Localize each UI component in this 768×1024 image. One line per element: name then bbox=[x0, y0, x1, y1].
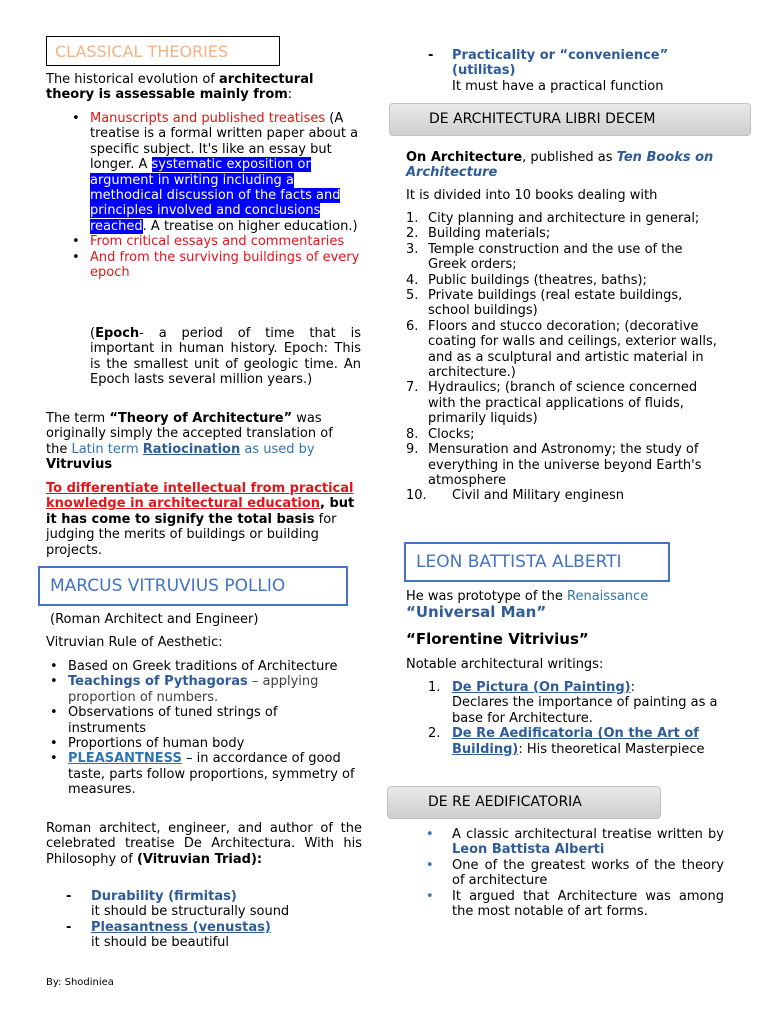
universal-man: “Universal Man” bbox=[406, 603, 547, 622]
item-text: Private buildings (real estate buildings, school buildings) bbox=[428, 288, 683, 319]
differentiate-red: To differentiate intellectual from practical knowledge in architectural education bbox=[46, 481, 354, 512]
greek-traditions: Based on Greek traditions of Architecture bbox=[68, 659, 338, 674]
theory-term-paragraph bbox=[46, 411, 346, 473]
epoch-definition bbox=[90, 326, 361, 388]
triad-list bbox=[46, 889, 362, 951]
item-text: Floors and stucco decoration; (decorative coating for walls and ceilings, exterior walls, and as a sculptural and artistic material in architecture.) bbox=[428, 318, 717, 381]
de-re-aedificatoria-desc: : His theoretical Masterpiece bbox=[518, 741, 705, 757]
libri-decem-header bbox=[389, 103, 751, 136]
practicality-desc: It must have a practical function bbox=[452, 78, 664, 94]
item-number: 1. bbox=[428, 680, 441, 695]
list-item bbox=[406, 273, 724, 288]
de-pictura-desc: Declares the importance of painting as a base for Architecture. bbox=[452, 695, 718, 726]
list-item bbox=[406, 226, 724, 241]
list-item bbox=[68, 111, 363, 234]
item-text: Mensuration and Astronomy; the study of everything in the universe beyond Earth's atmosphere bbox=[428, 442, 702, 488]
dash-marker: - bbox=[428, 48, 434, 63]
epoch-term: Epoch bbox=[95, 326, 140, 341]
practicality-label: Practicality or “convenience” (utilitas) bbox=[452, 48, 669, 79]
prototype-paragraph bbox=[406, 589, 724, 621]
highlighted-text: systematic exposition or argument in writing including a methodical discussion of the facts and principles involved and conclusions reached bbox=[90, 157, 341, 234]
aedif-text-3: It argued that Architecture was among the most notable of art forms. bbox=[452, 888, 724, 920]
pythagoras-label: Teachings of Pythagoras bbox=[68, 674, 248, 690]
aedificatoria-list bbox=[406, 827, 724, 919]
item-number: 8. bbox=[406, 426, 419, 442]
list-item bbox=[406, 288, 724, 319]
list-item bbox=[68, 250, 363, 281]
leon-title-box bbox=[404, 542, 670, 582]
books-list bbox=[406, 211, 724, 504]
list-item bbox=[46, 751, 356, 797]
roman-text: Roman architect, engineer, and author of the celebrated treatise De Architectura. With his Philosophy of bbox=[46, 821, 362, 867]
item-text: Temple construction and the use of the Greek orders; bbox=[428, 241, 683, 273]
epoch-paren: ( bbox=[90, 326, 96, 341]
dash-marker: - bbox=[66, 919, 72, 935]
list-item bbox=[46, 736, 356, 751]
item-number: 5. bbox=[406, 288, 419, 304]
ten-books-title: Ten Books on Architecture bbox=[406, 150, 714, 181]
colon: : bbox=[630, 680, 636, 695]
florentine-vitrivius: “Florentine Vitrivius” bbox=[406, 630, 589, 648]
marcus-title: MARCUS VITRUVIUS POLLIO bbox=[50, 576, 286, 596]
published-as: , published as bbox=[522, 150, 617, 165]
de-re-aedificatoria-link[interactable]: De Re Aedificatoria (On the Art of Building) bbox=[452, 726, 699, 757]
prototype-text: He was prototype of the bbox=[406, 589, 568, 604]
renaissance-label: Renaissance bbox=[567, 589, 649, 604]
intro-text: The historical evolution of bbox=[46, 72, 219, 87]
marcus-title-box bbox=[38, 566, 348, 606]
item-text: Civil and Military enginesn bbox=[452, 488, 624, 504]
latin-term: Latin term bbox=[71, 441, 139, 457]
writings-list bbox=[428, 680, 724, 757]
pleasantness-venustas: Pleasantness (venustas) bbox=[91, 919, 271, 935]
differentiate-bold: , but it has come to signify the total basis bbox=[46, 496, 355, 527]
term-mid: was originally simply the accepted translation of the bbox=[46, 411, 333, 457]
list-item bbox=[428, 726, 724, 757]
list-item bbox=[46, 659, 356, 674]
list-item bbox=[406, 211, 724, 226]
list-item bbox=[406, 889, 724, 920]
manuscripts-text: (A treatise is a formal written paper about a specific subject. It's like an essay but longer. A bbox=[90, 111, 359, 173]
on-architecture-bold: On Architecture bbox=[406, 150, 523, 165]
de-pictura-link[interactable]: De Pictura (On Painting) bbox=[452, 680, 631, 695]
list-item bbox=[406, 858, 724, 889]
author-footer: By: Shodiniea bbox=[46, 977, 114, 988]
list-item bbox=[406, 242, 724, 273]
tuned-strings: Observations of tuned strings of instruments bbox=[68, 705, 278, 736]
list-item bbox=[46, 889, 362, 920]
item-text: Clocks; bbox=[428, 426, 475, 442]
aedificatoria-header bbox=[387, 786, 661, 819]
list-item bbox=[406, 427, 724, 442]
list-item bbox=[428, 680, 724, 726]
item-number: 2. bbox=[428, 726, 441, 742]
list-item bbox=[68, 234, 363, 249]
differentiate-plain: for judging the merits of buildings or building projects. bbox=[46, 511, 337, 558]
list-item bbox=[406, 380, 724, 426]
critical-essays-label: From critical essays and commentaries bbox=[90, 234, 345, 250]
dash-marker: - bbox=[66, 889, 72, 904]
pythagoras-text: – applying proportion of numbers. bbox=[68, 674, 319, 705]
list-item bbox=[46, 920, 362, 951]
item-number: 6. bbox=[406, 318, 419, 334]
vitruvius-name: Vitruvius bbox=[46, 457, 113, 473]
manuscripts-end: . A treatise on higher education.) bbox=[142, 218, 358, 234]
term-pre: The term bbox=[46, 411, 110, 426]
pleasantness-desc: it should be beautiful bbox=[91, 935, 230, 951]
item-text: City planning and architecture in general; bbox=[428, 211, 700, 226]
intro-bold: architectural theory is assessable mainly from bbox=[46, 72, 314, 103]
term-bold: “Theory of Architecture” bbox=[109, 411, 293, 426]
leon-title: LEON BATTISTA ALBERTI bbox=[416, 552, 622, 572]
used-by: as used by bbox=[240, 441, 315, 457]
item-number: 4. bbox=[406, 272, 419, 288]
item-number: 10. bbox=[406, 488, 427, 504]
rule-heading: Vitruvian Rule of Aesthetic: bbox=[46, 635, 223, 650]
marcus-subtitle: (Roman Architect and Engineer) bbox=[50, 612, 259, 627]
pleasantness-link[interactable]: PLEASANTNESS bbox=[68, 751, 182, 767]
list-item bbox=[406, 48, 724, 94]
pleasantness-text: – in accordance of good taste, parts follow proportions, symmetry of measures. bbox=[68, 751, 355, 798]
item-number: 1. bbox=[406, 211, 419, 226]
item-number: 3. bbox=[406, 241, 419, 257]
roman-architect-paragraph bbox=[46, 821, 362, 867]
durability-desc: it should be structurally sound bbox=[91, 904, 290, 920]
item-text: Hydraulics; (branch of science concerned with the practical applications of fluids, primarily liquids) bbox=[428, 380, 698, 427]
list-item bbox=[46, 674, 356, 705]
on-architecture-paragraph bbox=[406, 150, 724, 181]
differentiate-paragraph bbox=[46, 481, 362, 558]
list-item bbox=[406, 488, 724, 503]
list-item bbox=[406, 827, 724, 858]
item-text: Public buildings (theatres, baths); bbox=[428, 272, 647, 288]
human-body: Proportions of human body bbox=[68, 736, 245, 752]
rules-list bbox=[46, 659, 356, 798]
classical-theories-title: CLASSICAL THEORIES bbox=[55, 42, 229, 61]
notable-writings-label: Notable architectural writings: bbox=[406, 657, 604, 672]
libri-decem-label: DE ARCHITECTURA LIBRI DECEM bbox=[429, 111, 656, 127]
epoch-text: - a period of time that is important in human history. Epoch: This is the smallest unit of geologic time. An Epoch lasts several million years.) bbox=[90, 326, 361, 388]
sources-list bbox=[68, 111, 363, 280]
ratiocination-link[interactable]: Ratiocination bbox=[142, 441, 241, 457]
item-number: 9. bbox=[406, 442, 419, 458]
aedificatoria-label: DE RE AEDIFICATORIA bbox=[428, 794, 582, 810]
list-item bbox=[406, 319, 724, 381]
surviving-buildings-label: And from the surviving buildings of every epoch bbox=[90, 249, 360, 281]
triad-label: (Vitruvian Triad): bbox=[136, 851, 263, 867]
durability-label: Durability (firmitas) bbox=[91, 889, 237, 904]
intro-paragraph bbox=[46, 72, 361, 103]
aedif-text-2: One of the greatest works of the theory of architecture bbox=[452, 857, 724, 889]
intro-colon: : bbox=[287, 87, 293, 103]
list-item bbox=[46, 705, 356, 736]
list-item bbox=[406, 442, 724, 488]
classical-theories-title-box bbox=[46, 36, 280, 66]
item-number: 2. bbox=[406, 226, 419, 242]
item-number: 7. bbox=[406, 380, 419, 396]
practicality-item bbox=[406, 48, 724, 94]
alberti-name: Leon Battista Alberti bbox=[452, 842, 605, 858]
item-text: Building materials; bbox=[428, 226, 551, 242]
aedif-text-1: A classic architectural treatise written by bbox=[452, 827, 724, 842]
manuscripts-label: Manuscripts and published treatises bbox=[90, 111, 326, 126]
divided-text: It is divided into 10 books dealing with bbox=[406, 188, 658, 203]
